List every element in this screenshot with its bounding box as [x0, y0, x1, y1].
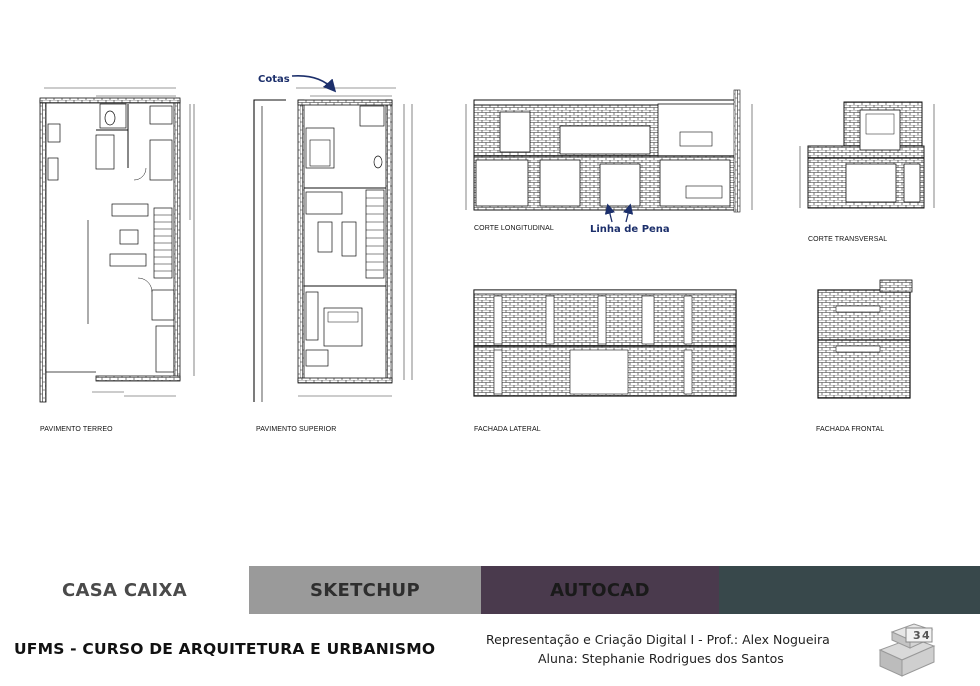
annotation-cotas: Cotas — [258, 74, 290, 85]
band-autocad-label: AUTOCAD — [550, 579, 650, 601]
elevation-lateral — [474, 290, 736, 396]
label-corte-longitudinal: CORTE LONGITUDINAL — [474, 225, 554, 232]
discipline-text: Representação e Criação Digital I - Prof.: Alex Nogueira — [486, 632, 830, 647]
svg-text:3: 3 — [913, 629, 921, 642]
label-corte-transversal: CORTE TRANSVERSAL — [808, 236, 888, 243]
label-fachada-frontal: FACHADA FRONTAL — [816, 426, 885, 433]
plan-ground-floor — [40, 88, 194, 402]
band-sketchup-label: SKETCHUP — [310, 579, 420, 601]
band-sketchup — [249, 566, 481, 614]
student-text: Aluna: Stephanie Rodrigues dos Santos — [538, 651, 784, 666]
section-transversal — [800, 102, 934, 208]
band-casa-caixa — [0, 566, 249, 614]
band-autocad — [481, 566, 719, 614]
plan-upper-floor — [254, 88, 412, 402]
band-casa-caixa-label: CASA CAIXA — [62, 579, 187, 601]
elevation-frontal — [818, 280, 912, 398]
label-pavimento-terreo: PAVIMENTO TERREO — [40, 426, 113, 433]
label-pavimento-superior: PAVIMENTO SUPERIOR — [256, 426, 337, 433]
section-longitudinal — [466, 90, 752, 212]
band-accent — [719, 566, 980, 614]
label-fachada-lateral: FACHADA LATERAL — [474, 426, 541, 433]
brick-logo-icon — [872, 612, 942, 680]
annotation-linha-de-pena: Linha de Pena — [590, 224, 670, 235]
course-title: UFMS - CURSO DE ARQUITETURA E URBANISMO — [14, 640, 436, 658]
svg-text:4: 4 — [922, 629, 930, 642]
